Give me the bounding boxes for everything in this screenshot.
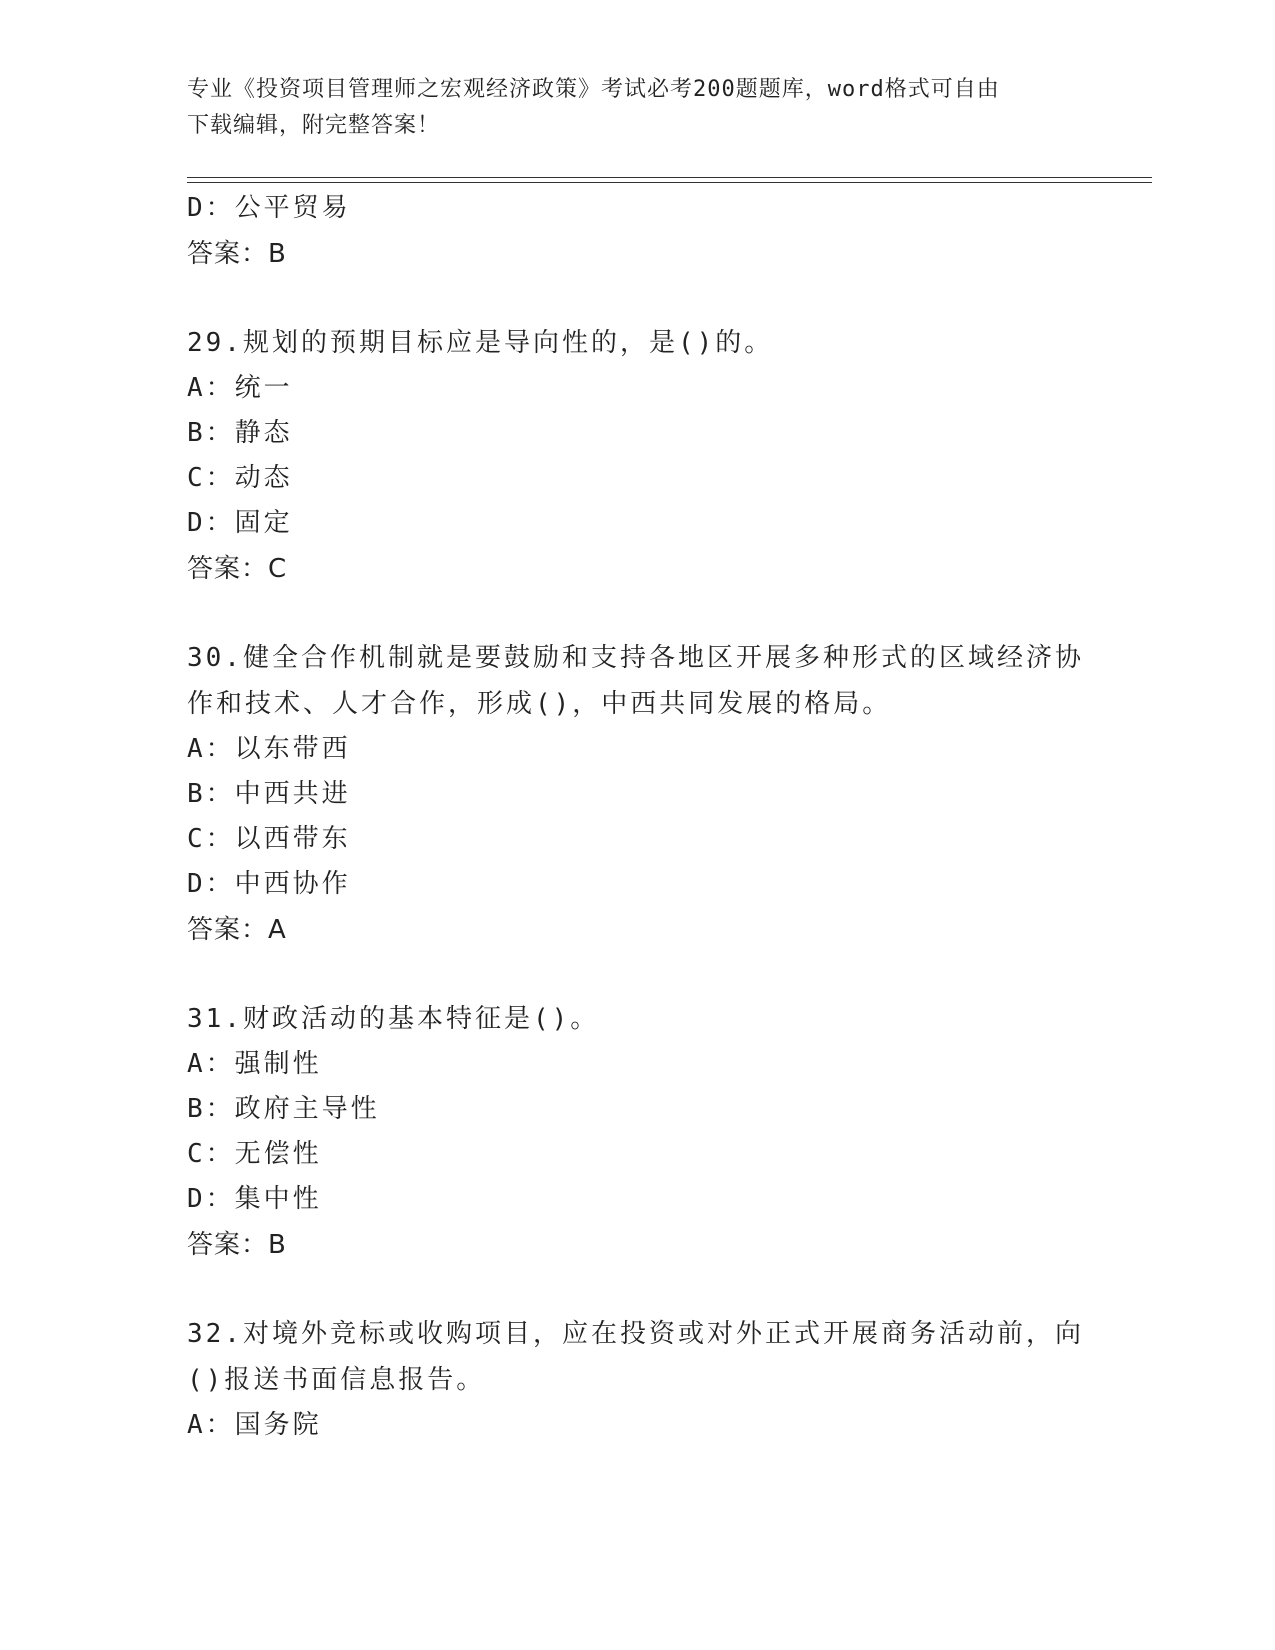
header-line-2: 下载编辑，附完整答案！ — [187, 113, 441, 138]
option-c: C：无偿性 — [187, 1139, 322, 1169]
option-b: B：静态 — [187, 418, 293, 448]
header-line-1: 专业《投资项目管理师之宏观经济政策》考试必考200题题库，word格式可自由 — [187, 77, 1000, 102]
answer: 答案：B — [187, 239, 287, 269]
answer: 答案：C — [187, 554, 288, 584]
option-c: C：动态 — [187, 463, 293, 493]
question-30 — [187, 635, 1087, 953]
option-d: D：公平贸易 — [187, 193, 351, 223]
option-d: D：固定 — [187, 508, 293, 538]
option-b: B：中西共进 — [187, 779, 351, 809]
document-header — [187, 72, 1087, 144]
option-c: C：以西带东 — [187, 824, 351, 854]
question-29 — [187, 320, 1087, 592]
answer: 答案：A — [187, 915, 287, 945]
document-body — [187, 186, 1087, 1448]
answer: 答案：B — [187, 1230, 287, 1260]
header-divider-bottom — [187, 182, 1152, 183]
option-a: A：以东带西 — [187, 734, 351, 764]
option-d: D：集中性 — [187, 1184, 322, 1214]
question-text-line-1: 32.对境外竞标或收购项目，应在投资或对外正式开展商务活动前，向 — [187, 1319, 1084, 1349]
question-32 — [187, 1311, 1087, 1448]
question-text-line-2: ()报送书面信息报告。 — [187, 1365, 486, 1395]
question-text: 29.规划的预期目标应是导向性的，是()的。 — [187, 328, 774, 358]
previous-question-tail — [187, 186, 1087, 277]
question-text: 31.财政活动的基本特征是()。 — [187, 1004, 600, 1034]
question-31 — [187, 996, 1087, 1268]
option-a: A：强制性 — [187, 1049, 322, 1079]
question-text-line-2: 作和技术、人才合作，形成()，中西共同发展的格局。 — [187, 689, 892, 719]
option-a: A：统一 — [187, 373, 293, 403]
header-divider-top — [187, 177, 1152, 178]
option-d: D：中西协作 — [187, 869, 351, 899]
question-text-line-1: 30.健全合作机制就是要鼓励和支持各地区开展多种形式的区域经济协 — [187, 643, 1084, 673]
option-b: B：政府主导性 — [187, 1094, 380, 1124]
option-a: A：国务院 — [187, 1410, 322, 1440]
